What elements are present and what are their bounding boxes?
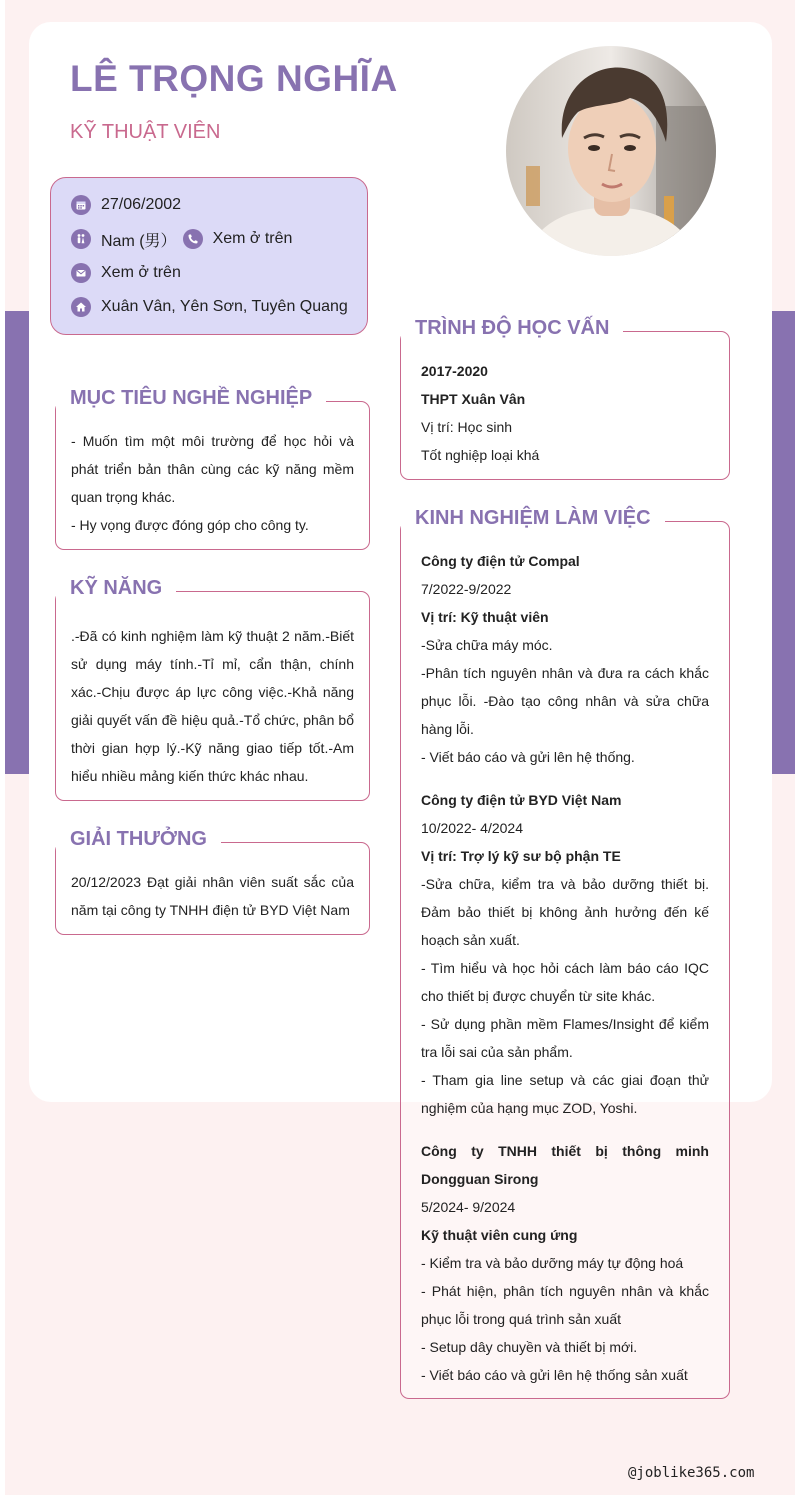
skills-title: KỸ NĂNG [56,576,176,600]
job-company: Công ty TNHH thiết bị thông minh Dongguan Sirong [421,1143,709,1187]
avatar [506,46,716,256]
experience-title: KINH NGHIỆM LÀM VIỆC [401,506,665,530]
phone-icon [183,229,203,249]
job-line: -Sửa chữa máy móc. [421,637,553,653]
mail-icon [71,263,91,283]
job-line: - Sử dụng phần mềm Flames/Insight để kiểm tra lỗi sai của sản phẩm. [421,1016,709,1060]
education-result: Tốt nghiệp loại khá [421,447,540,463]
education-title: TRÌNH ĐỘ HỌC VẤN [401,316,623,340]
email-text: Xem ở trên [101,264,181,281]
job-line: - Kiểm tra và bảo dưỡng máy tự động hoá [421,1255,684,1271]
home-icon [71,297,91,317]
education-body [421,357,709,469]
job-line: - Tìm hiểu và học hỏi cách làm báo cáo IQC cho thiết bị được chuyển từ site khác. [421,960,709,1004]
email-row [71,261,181,285]
calendar-icon [71,195,91,215]
job-line: - Viết báo cáo và gửi lên hệ thống sản xuất [421,1367,688,1383]
birthdate-row [71,193,181,217]
objective-line: - Hy vọng được đóng góp cho công ty. [71,517,309,533]
awards-body: 20/12/2023 Đạt giải nhân viên suất sắc của năm tại công ty TNHH điện tử BYD Việt Nam [71,874,354,918]
skills-body: .-Đã có kinh nghiệm làm kỹ thuật 2 năm.-Biết sử dụng máy tính.-Tỉ mỉ, cẩn thận, chính xác.-Chịu được áp lực công việc.-Khả năng giải quyết vấn đề hiệu quả.-Tổ chức, phân bổ thời gian hợp lý.-Kỹ năng giao tiếp tốt.-Am hiểu nhiều mảng kiến thức khác nhau. [71,628,354,784]
job-line: -Phân tích nguyên nhân và đưa ra cách khắc phục lỗi. -Đào tạo công nhân và sửa chữa hàng lỗi. [421,665,709,737]
job-entry [421,786,709,1122]
job-line: - Viết báo cáo và gửi lên hệ thống. [421,749,635,765]
avatar-portrait [506,46,716,256]
job-line: - Phát hiện, phân tích nguyên nhân và khắc phục lỗi trong quá trình sản xuất [421,1283,709,1327]
job-company: Công ty điện tử BYD Việt Nam [421,792,622,808]
gender-phone-row [71,227,292,251]
birthdate-text: 27/06/2002 [101,196,182,213]
address-text: Xuân Vân, Yên Sơn, Tuyên Quang [101,298,348,315]
phone-text: Xem ở trên [212,230,293,247]
experience-body [421,547,709,1389]
job-entry [421,547,709,771]
contact-box [50,177,368,335]
education-school: THPT Xuân Vân [421,391,526,407]
job-line: - Setup dây chuyền và thiết bị mới. [421,1339,638,1355]
job-company: Công ty điện tử Compal [421,553,580,569]
candidate-title: KỸ THUẬT VIÊN [70,121,221,143]
gender-text: Nam (男） [101,232,177,250]
education-period: 2017-2020 [421,363,488,379]
job-period: 5/2024- 9/2024 [421,1199,516,1215]
gender-icon [71,229,91,249]
candidate-name: LÊ TRỌNG NGHĨA [70,58,398,99]
objective-body [71,427,354,539]
objective-line: - Muốn tìm một môi trường để học hỏi và phát triển bản thân cùng các kỹ năng mềm quan trọng khác. [71,433,354,505]
job-line: - Tham gia line setup và các giai đoạn thử nghiệm của hạng mục ZOD, Yoshi. [421,1072,709,1116]
watermark: @joblike365.com [628,1465,755,1481]
job-line: -Sửa chữa, kiểm tra và bảo dưỡng thiết bị. Đảm bảo thiết bị không ảnh hưởng đến kế hoạch sản xuất. [421,876,709,948]
job-role: Kỹ thuật viên cung ứng [421,1227,578,1243]
awards-title: GIẢI THƯỞNG [56,827,221,851]
job-role: Vị trí: Kỹ thuật viên [421,609,549,625]
job-period: 10/2022- 4/2024 [421,820,523,836]
address-row [71,295,348,319]
education-position: Vị trí: Học sinh [421,419,513,435]
job-role: Vị trí: Trợ lý kỹ sư bộ phận TE [421,848,621,864]
job-period: 7/2022-9/2022 [421,581,512,597]
job-entry [421,1137,709,1389]
objective-title: MỤC TIÊU NGHỀ NGHIỆP [56,386,326,410]
